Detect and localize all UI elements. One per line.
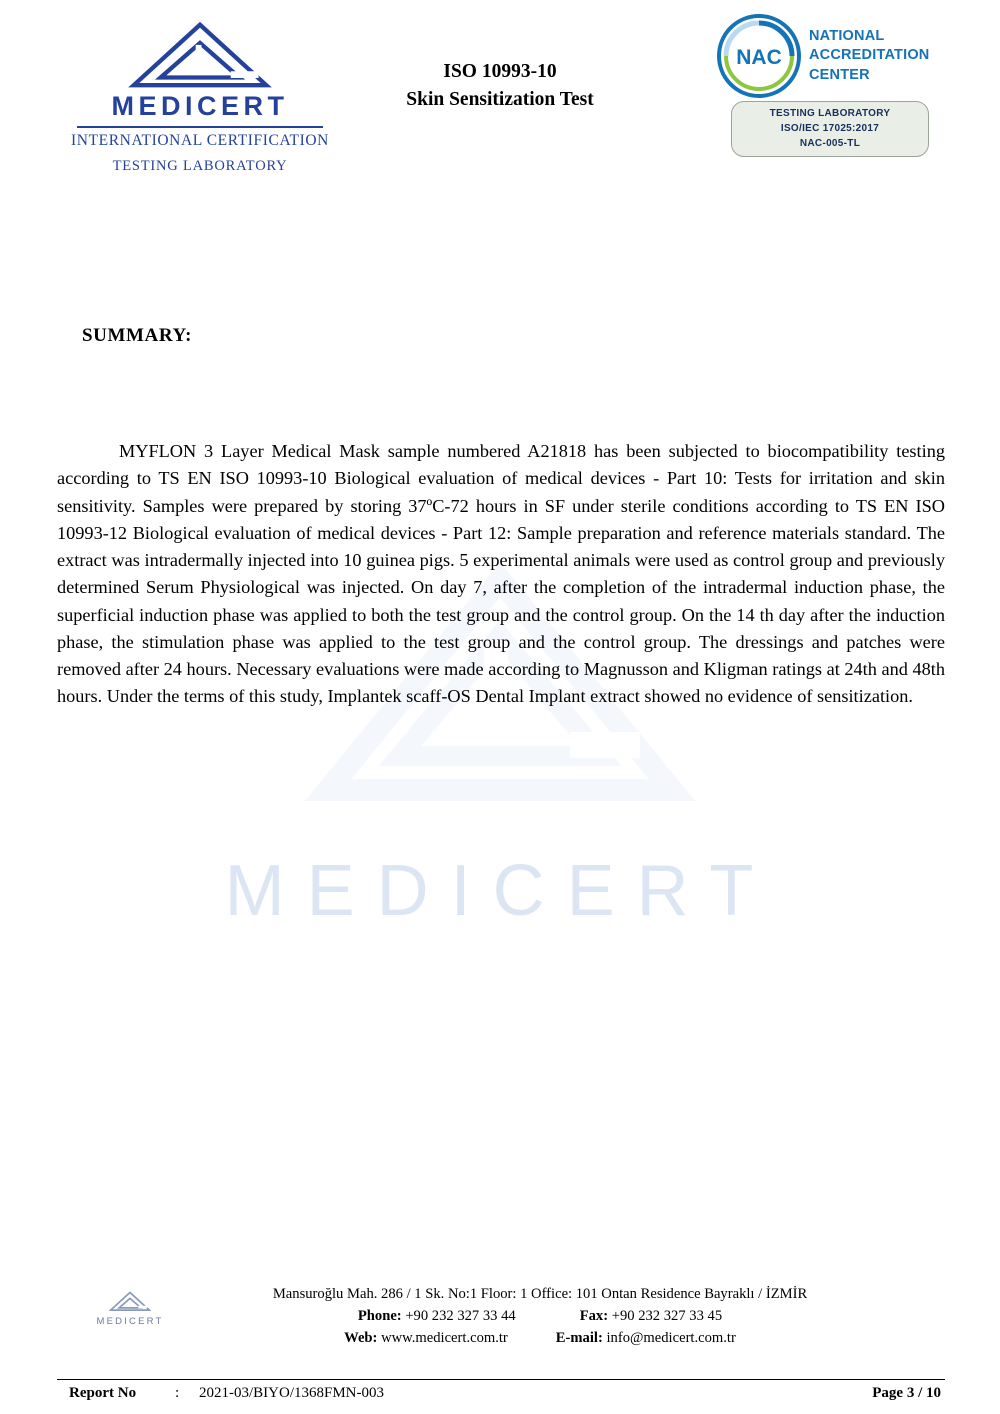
footer-contact	[230, 1284, 850, 1350]
footer-phone-label: Phone:	[357, 1307, 402, 1324]
footer-fax	[580, 1306, 722, 1328]
footer-web-value[interactable]: www.medicert.com.tr	[381, 1329, 508, 1346]
footer-web-label: Web:	[344, 1329, 378, 1346]
footer-meta	[57, 1382, 945, 1408]
page-footer	[0, 1284, 1000, 1414]
footer-address: Mansuroğlu Mah. 286 / 1 Sk. No:1 Floor: 1 Office: 101 Ontan Residence Bayraklı / İZMİR	[272, 1286, 808, 1302]
accreditation-box-line-2: ISO/IEC 17025:2017	[780, 123, 880, 134]
footer-divider	[57, 1379, 945, 1380]
footer-medicert-logo-icon	[109, 1288, 151, 1314]
report-no-label: Report No	[69, 1385, 137, 1401]
footer-phone-value: +90 232 327 33 44	[405, 1307, 516, 1324]
accreditation-box-line-3: NAC-005-TL	[799, 138, 861, 149]
footer-logo	[85, 1288, 175, 1327]
brand-subtitle-2: TESTING LABORATORY	[112, 157, 288, 174]
footer-fax-value: +90 232 327 33 45	[611, 1307, 723, 1324]
watermark-text: MEDICERT	[224, 851, 776, 931]
document-title-line2: Skin Sensitization Test	[406, 89, 594, 111]
report-no-value: 2021-03/BIYO/1368FMN-003	[199, 1385, 385, 1401]
accreditation-line-2: ACCREDITATION	[809, 47, 930, 64]
document-title-line1: ISO 10993-10	[443, 61, 557, 82]
brand-name: MEDICERT	[111, 91, 289, 121]
footer-phone	[358, 1306, 516, 1328]
footer-email-label: E-mail:	[555, 1329, 603, 1346]
brand-subtitle-1: INTERNATIONAL CERTIFICATION	[71, 131, 329, 149]
accreditation-line-3: CENTER	[809, 66, 870, 83]
accreditation-line-1: NATIONAL	[809, 28, 885, 45]
report-no-colon: :	[175, 1385, 180, 1401]
footer-logo-text: MEDICERT	[96, 1316, 164, 1327]
footer-web	[344, 1328, 508, 1350]
summary-paragraph: MYFLON 3 Layer Medical Mask sample numbered A21818 has been subjected to biocompatibility testing according to TS EN ISO 10993-10 Biological evaluation of medical devices - Part 10: Tests for irritation and skin sensitivity. Samples were prepared by storing 37ºC-72 hours in SF under sterile conditions according to TS EN ISO 10993-12 Biological evaluation of medical devices - Part 12: Sample preparation and reference materials standard. The extract was intradermally injected into 10 guinea pigs. 5 experimental animals were used as control group and previously determined Serum Physiological was injected. On day 7, after the completion of the intradermal induction phase, the superficial induction phase was applied to both the test group and the control group. On the 14 th day after the induction phase, the stimulation phase was applied to the test group and the control group. The dressings and patches were removed after 24 hours. Necessary evaluations were made according to Magnusson and Kligman ratings at 24th and 48th hours. Under the terms of this study, Implantek scaff-OS Dental Implant extract showed no evidence of sensitization.	[57, 441, 945, 707]
footer-fax-label: Fax:	[579, 1307, 609, 1324]
summary-heading: SUMMARY:	[82, 325, 193, 346]
page-number: Page 3 / 10	[872, 1385, 941, 1401]
footer-email-value[interactable]: info@medicert.com.tr	[606, 1329, 736, 1346]
footer-email	[556, 1328, 736, 1350]
accreditation-box-line-1: TESTING LABORATORY	[769, 108, 891, 119]
svg-text:NAC: NAC	[736, 46, 782, 69]
